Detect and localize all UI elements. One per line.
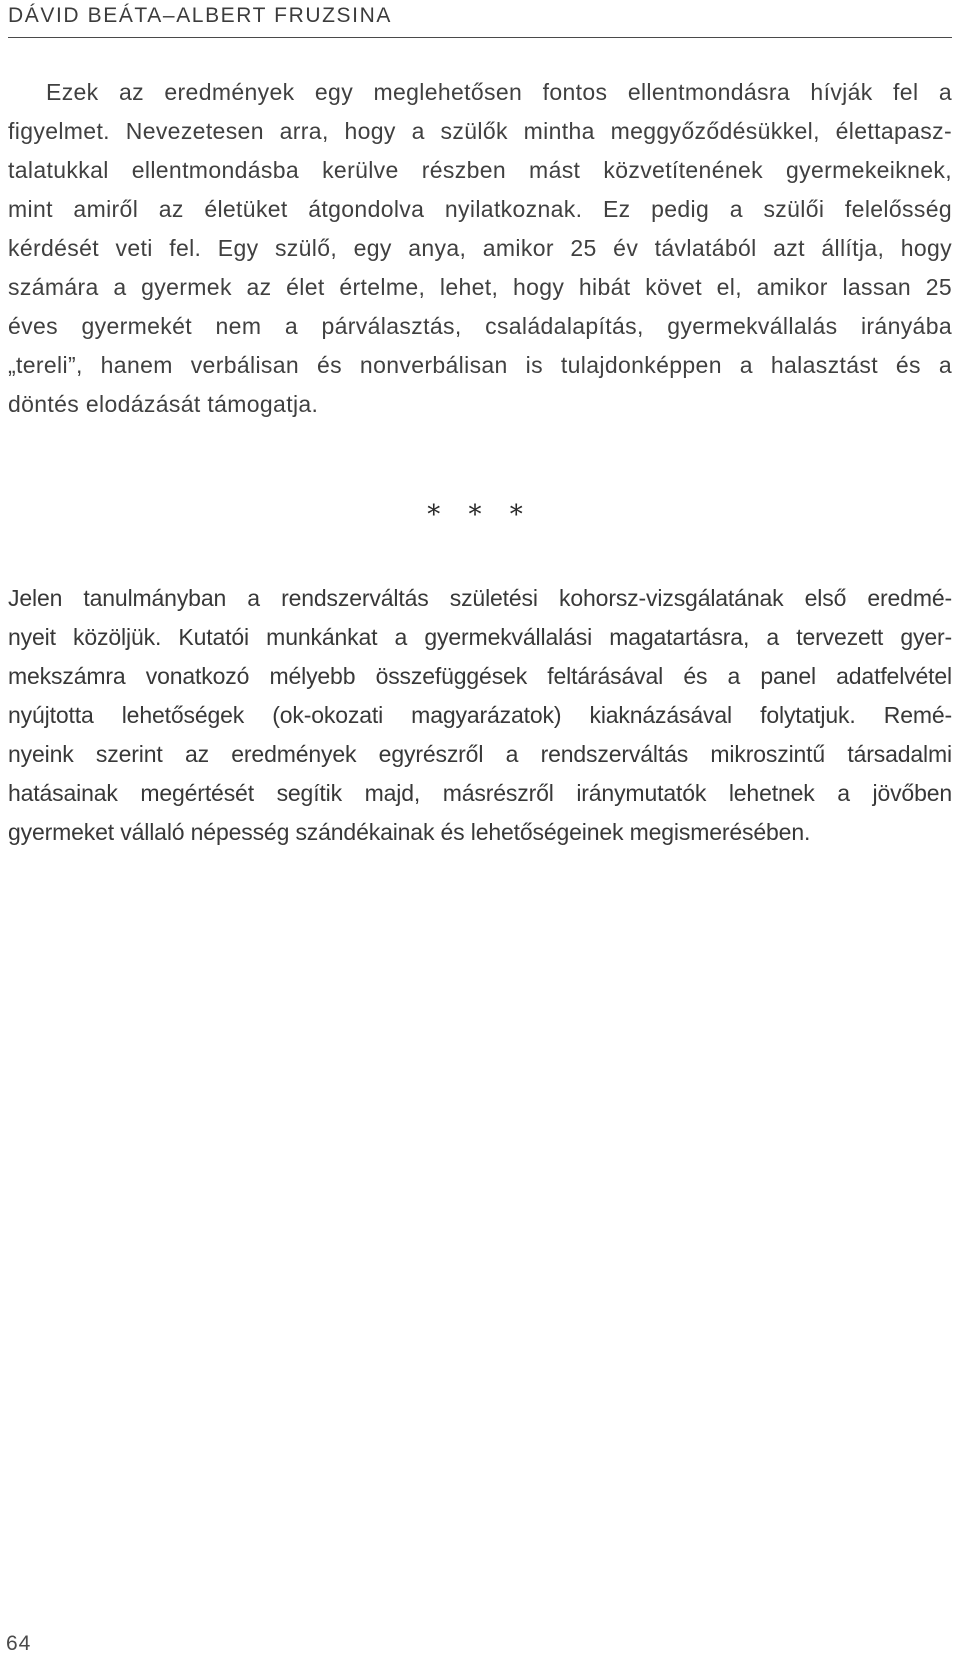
paragraph-line: kérdését veti fel. Egy szülő, egy anya, amikor 25 év távlatából azt állítja, hogy <box>8 235 952 261</box>
page-number: 64 <box>6 1632 32 1655</box>
paragraph-line: talatukkal ellentmondásba kerülve részben mást közvetítenének gyermekeiknek, <box>8 157 952 183</box>
paragraph-line: nyeink szerint az eredmények egyrészről a rendszerváltás mikroszintű társadalmi <box>8 741 952 767</box>
paragraph-line: Ezek az eredmények egy meglehetősen fontos ellentmondásra hívják fel a <box>46 79 952 105</box>
section-separator: * * * <box>427 500 533 530</box>
paragraph-line: döntés elodázását támogatja. <box>8 391 319 417</box>
paragraph-line: „tereli”, hanem verbálisan és nonverbálisan is tulajdonképpen a halasztást és a <box>8 352 952 378</box>
paragraph-1 <box>8 73 952 424</box>
header-rule <box>8 37 952 38</box>
paragraph-line: gyermeket vállaló népesség szándékainak és lehetőségeinek megismerésében. <box>8 819 811 845</box>
paragraph-line: éves gyermekét nem a párválasztás, családalapítás, gyermekvállalás irányába <box>8 313 952 339</box>
paragraph-2 <box>8 579 952 852</box>
paragraph-line: nyújtotta lehetőségek (ok-okozati magyarázatok) kiaknázásával folytatjuk. Remé- <box>8 702 952 728</box>
paragraph-line: mint amiről az életüket átgondolva nyilatkoznak. Ez pedig a szülői felelősség <box>8 196 952 222</box>
running-header: DÁVID BEÁTA–ALBERT FRUZSINA <box>8 4 392 27</box>
paragraph-line: figyelmet. Nevezetesen arra, hogy a szülők mintha meggyőződésükkel, élettapasz- <box>8 118 952 144</box>
paragraph-line: Jelen tanulmányban a rendszerváltás születési kohorsz-vizsgálatának első eredmé- <box>8 585 952 611</box>
paragraph-line: nyeit közöljük. Kutatói munkánkat a gyermekvállalási magatartásra, a tervezett gyer- <box>8 624 952 650</box>
paragraph-line: számára a gyermek az élet értelme, lehet, hogy hibát követ el, amikor lassan 25 <box>8 274 952 300</box>
paragraph-line: mekszámra vonatkozó mélyebb összefüggések feltárásával és a panel adatfelvétel <box>8 663 952 689</box>
paragraph-line: hatásainak megértését segítik majd, másrészről iránymutatók lehetnek a jövőben <box>8 780 952 806</box>
